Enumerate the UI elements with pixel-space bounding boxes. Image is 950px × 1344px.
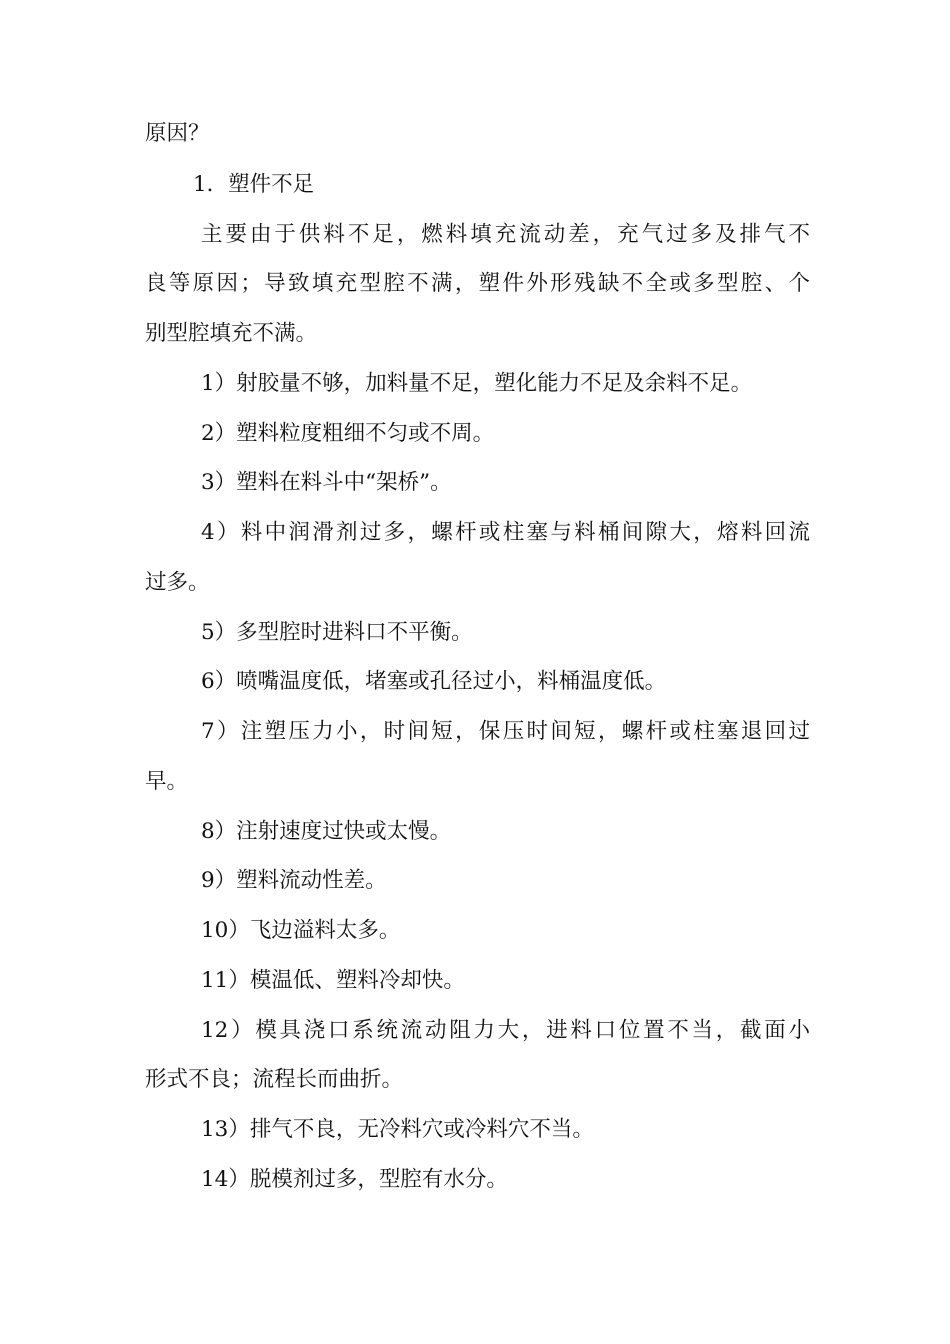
list-item: 4）料中润滑剂过多，螺杆或柱塞与料桶间隙大，熔料回流 [201, 520, 810, 545]
list-item: 2）塑料粒度粗细不匀或不周。 [201, 421, 495, 446]
list-item: 13）排气不良，无冷料穴或冷料穴不当。 [201, 1117, 594, 1142]
list-item: 10）飞边溢料太多。 [201, 918, 401, 943]
paragraph-line: 主要由于供料不足，燃料填充流动差，充气过多及排气不 [201, 222, 810, 247]
list-item: 12）模具浇口系统流动阻力大，进料口位置不当，截面小 [201, 1018, 810, 1043]
list-item: 6）喷嘴温度低，堵塞或孔径过小，料桶温度低。 [201, 669, 667, 694]
list-item: 11）模温低、塑料冷却快。 [201, 968, 465, 993]
list-item: 1）射胶量不够，加料量不足，塑化能力不足及余料不足。 [201, 371, 753, 396]
paragraph-line: 良等原因；导致填充型腔不满，塑件外形残缺不全或多型腔、个 [145, 271, 810, 296]
list-item: 3）塑料在料斗中“架桥”。 [201, 470, 452, 495]
list-item-continuation: 形式不良；流程长而曲折。 [145, 1067, 404, 1092]
list-item: 7）注塑压力小，时间短，保压时间短，螺杆或柱塞退回过 [201, 719, 810, 744]
list-item: 5）多型腔时进料口不平衡。 [201, 620, 473, 645]
list-item: 9）塑料流动性差。 [201, 868, 387, 893]
paragraph-line: 别型腔填充不满。 [145, 321, 318, 346]
text-line: 原因？ [145, 121, 210, 146]
section-heading: 1．塑件不足 [193, 172, 315, 197]
list-item: 8）注射速度过快或太慢。 [201, 819, 452, 844]
list-item-continuation: 过多。 [145, 570, 210, 595]
list-item-continuation: 早。 [145, 769, 189, 794]
list-item: 14）脱模剂过多，型腔有水分。 [201, 1167, 508, 1192]
